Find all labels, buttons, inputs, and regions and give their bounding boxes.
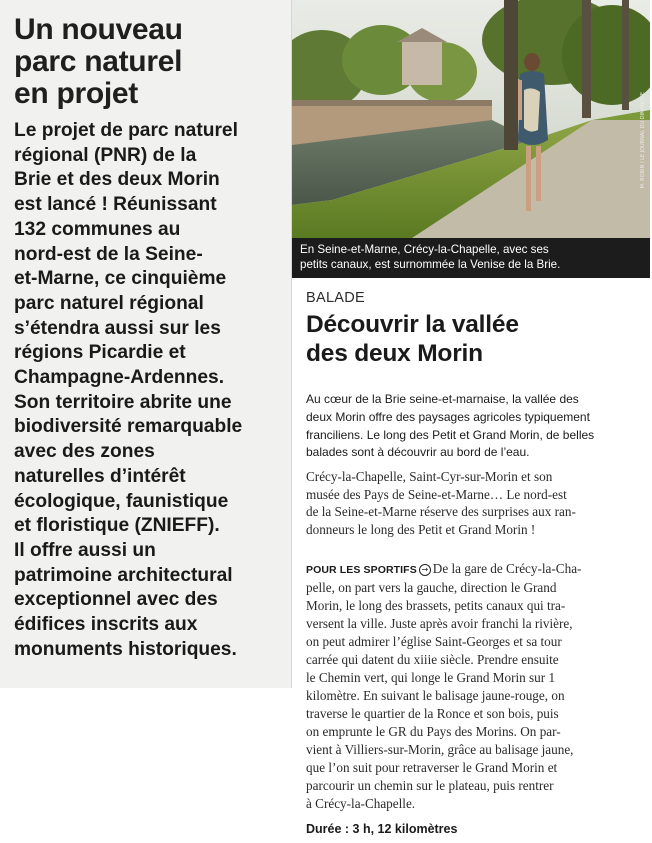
left-headline-line: Un nouveau [14,13,183,46]
lead-line: donneurs le long des Petit et Grand Morin ! [306,521,536,537]
left-body-line: régional (PNR) de la [14,144,197,166]
left-body-line: patrimoine architectural [14,564,233,586]
rubric-label: BALADE [306,290,366,306]
photo-canal-walker [292,0,650,238]
sportifs-kicker: POUR LES SPORTIFS [306,564,417,576]
left-headline [14,14,291,110]
left-body-line: est lancé ! Réunissant [14,194,217,216]
left-body-line: écologique, faunistique [14,490,229,512]
sportifs-line: que l’on suit pour retraverser le Grand Morin et [306,760,558,775]
sportifs-line: kilomètre. En suivant le balisage jaune-rouge, on [306,688,565,703]
left-body-line: monuments historiques. [14,638,237,660]
sportifs-line: vient à Villiers-sur-Morin, grâce au balisage jaune, [306,742,574,757]
left-body-line: Champagne-Ardennes. [14,367,225,389]
left-body-line: et floristique (ZNIEFF). [14,515,220,537]
sportifs-line: carrée qui datent du xiiie siècle. Prendre ensuite [306,652,559,667]
sportifs-line: pelle, on part vers la gauche, direction le Grand [306,580,557,595]
intro-line: Au cœur de la Brie seine-et-marnaise, la vallée des [306,392,579,406]
left-body-line: 132 communes au [14,218,181,240]
sportifs-line: parcourir un chemin sur le plateau, puis rentrer [306,778,554,793]
intro-line: franciliens. Le long des Petit et Grand Morin, de belles [306,427,595,442]
sportifs-line: le Chemin vert, qui longe le Grand Morin sur 1 [306,670,556,685]
left-body-line: régions Picardie et [14,342,186,364]
sportifs-line: on emprunte le GR du Pays des Morins. On par- [306,724,561,739]
sportifs-line: on peut admirer l’église Saint-Georges et sa tour [306,634,562,649]
left-body-line: Son territoire abrite une [14,391,232,413]
left-headline-line: en projet [14,77,138,110]
sportifs-first-line [306,560,646,579]
duration-line: Durée : 3 h, 12 kilomètres [306,822,458,836]
article-lead [306,468,646,538]
article-intro [306,391,646,462]
right-article [292,0,652,843]
caption-line: En Seine-et-Marne, Crécy-la-Chapelle, avec ses [300,243,549,256]
circled-arrow-icon: → [419,564,431,576]
left-body-line: biodiversité remarquable [14,416,243,438]
left-body-line: Le projet de parc naturel [14,120,238,141]
left-headline-line: parc naturel [14,45,183,78]
sportifs-first-text: De la gare de Crécy-la-Cha- [432,561,582,576]
left-article-clipping [0,0,292,688]
intro-line: balades sont à découvrir au bord de l’eau. [306,445,530,460]
left-body-line: Brie et des deux Morin [14,169,220,191]
left-body-line: naturelles d’intérêt [14,465,186,487]
left-body-line: parc naturel régional [14,292,204,314]
sportifs-line: versent la ville. Juste après avoir franchi la rivière, [306,616,573,631]
left-body-line: édifices inscrits aux [14,614,198,636]
left-body-line: avec des zones [14,441,155,463]
left-body-line: s’étendra aussi sur les [14,317,221,339]
photo-credit: M. ROBIN / LE JOURNAL DU DIMANCHE [640,92,646,189]
intro-line: deux Morin offre des paysages agricoles typiquement [306,409,590,424]
lead-line: de la Seine-et-Marne réserve des surprises aux ran- [306,504,576,520]
title-line: Découvrir la vallée [306,311,519,338]
article-title [306,310,519,368]
left-body-line: et-Marne, ce cinquième [14,268,227,290]
photo-caption [292,238,650,278]
left-body-line: nord-est de la Seine- [14,243,203,265]
left-body [14,119,292,662]
lead-line: Crécy-la-Chapelle, Saint-Cyr-sur-Morin et son [306,469,553,484]
left-body-line: exceptionnel avec des [14,589,218,611]
sportifs-line: Morin, le long des brassets, petits canaux qui tra- [306,598,566,613]
sportifs-section [306,560,646,813]
photo-illustration [292,0,650,238]
sportifs-line: traverse le quartier de la Ronce et son bois, puis [306,706,559,721]
lead-line: musée des Pays de Seine-et-Marne… Le nord-est [306,486,567,502]
sportifs-line: à Crécy-la-Chapelle. [306,796,416,811]
left-body-line: Il offre aussi un [14,539,156,561]
title-line: des deux Morin [306,340,483,367]
caption-line: petits canaux, est surnommée la Venise de la Brie. [300,257,561,271]
